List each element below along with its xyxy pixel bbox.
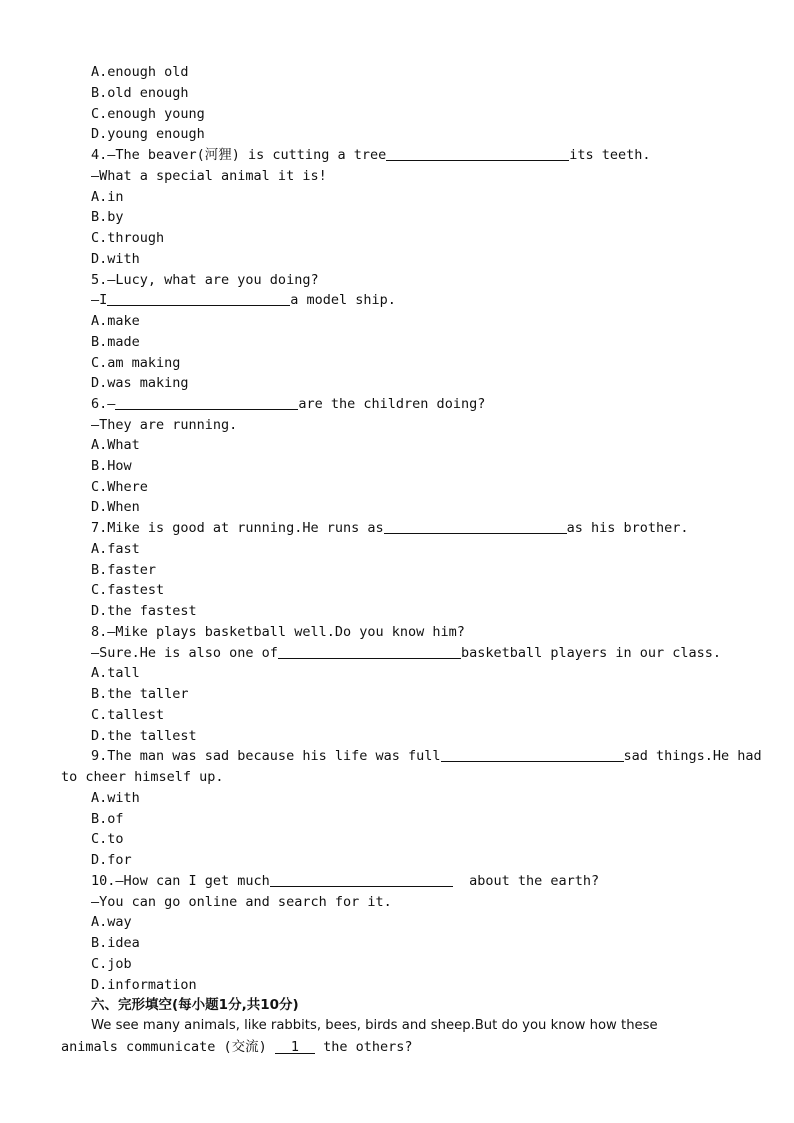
- q5-option-d: D.was making: [91, 375, 189, 391]
- answer-blank: [107, 291, 290, 306]
- q10-reply: —You can go online and search for it.: [91, 894, 392, 910]
- q3-option-d: D.young enough: [91, 126, 205, 142]
- q3-option-b: B.old enough: [91, 85, 189, 101]
- q10-stem: 10.—How can I get much about the earth?: [91, 873, 600, 889]
- q7-option-a: A.fast: [91, 541, 140, 557]
- q6-reply: —They are running.: [91, 417, 238, 433]
- q6-option-c: C.Where: [91, 479, 148, 495]
- cloze-paragraph-line-1: We see many animals, like rabbits, bees, birds and sheep.But do you know how these: [91, 1018, 658, 1033]
- q3-option-a: A.enough old: [91, 64, 189, 80]
- q8-stem: 8.—Mike plays basketball well.Do you know him?: [91, 624, 465, 640]
- q10-option-a: A.way: [91, 914, 132, 930]
- cloze-paragraph-line-2: animals communicate (交流) 1 the others?: [61, 1039, 413, 1055]
- answer-blank: [115, 395, 298, 410]
- answer-blank: [278, 644, 461, 659]
- q6-option-b: B.How: [91, 458, 132, 474]
- q8-option-d: D.the tallest: [91, 728, 197, 744]
- section-heading-cloze: 六、完形填空(每小题1分,共10分): [91, 997, 299, 1013]
- q5-option-b: B.made: [91, 334, 140, 350]
- q6-option-a: A.What: [91, 437, 140, 453]
- q8-reply: —Sure.He is also one of basketball players in our class.: [91, 645, 722, 661]
- answer-blank: [441, 747, 624, 762]
- q5-option-a: A.make: [91, 313, 140, 329]
- q5-option-c: C.am making: [91, 355, 181, 371]
- q6-stem: 6.— are the children doing?: [91, 396, 486, 412]
- q9-option-c: C.to: [91, 831, 124, 847]
- q6-option-d: D.When: [91, 499, 140, 515]
- q9-stem-continued: to cheer himself up.: [61, 769, 224, 785]
- q10-option-c: C.job: [91, 956, 132, 972]
- q8-option-b: B.the taller: [91, 686, 189, 702]
- q5-stem: 5.—Lucy, what are you doing?: [91, 272, 319, 288]
- answer-blank: [270, 872, 453, 887]
- q9-option-b: B.of: [91, 811, 124, 827]
- answer-blank: [384, 519, 567, 534]
- q4-stem: 4.—The beaver(河狸) is cutting a tree its teeth.: [91, 147, 651, 163]
- answer-blank: [386, 146, 569, 161]
- q4-option-a: A.in: [91, 189, 124, 205]
- q7-option-d: D.the fastest: [91, 603, 197, 619]
- q7-option-c: C.fastest: [91, 582, 165, 598]
- q5-reply: —I a model ship.: [91, 292, 396, 308]
- q7-stem: 7.Mike is good at running.He runs as as his brother.: [91, 520, 689, 536]
- q9-stem: 9.The man was sad because his life was full sad things.He had: [91, 748, 762, 764]
- cloze-blank-number: 1: [275, 1037, 315, 1054]
- q3-option-c: C.enough young: [91, 106, 205, 122]
- q9-option-a: A.with: [91, 790, 140, 806]
- q4-option-c: C.through: [91, 230, 165, 246]
- q4-option-d: D.with: [91, 251, 140, 267]
- q4-option-b: B.by: [91, 209, 124, 225]
- q10-option-d: D.information: [91, 977, 197, 993]
- q7-option-b: B.faster: [91, 562, 157, 578]
- q9-option-d: D.for: [91, 852, 132, 868]
- q4-reply: —What a special animal it is!: [91, 168, 327, 184]
- q10-option-b: B.idea: [91, 935, 140, 951]
- q8-option-c: C.tallest: [91, 707, 165, 723]
- q8-option-a: A.tall: [91, 665, 140, 681]
